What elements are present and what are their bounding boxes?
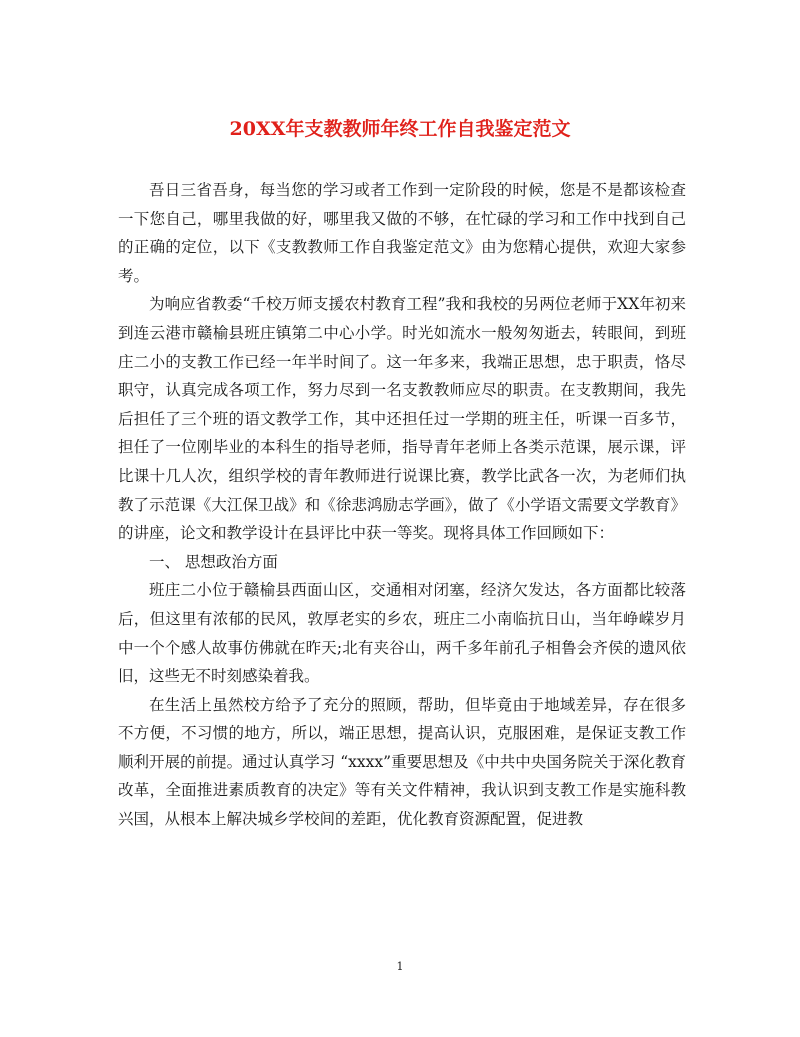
page-title: 20XX年支教教师年终工作自我鉴定范文 (229, 118, 571, 140)
paragraph-intro: 吾日三省吾身，每当您的学习或者工作到一定阶段的时候，您是不是都该检查一下您自己，哪里我做的好，哪里我又做的不够，在忙碌的学习和工作中找到自己的正确的定位，以下《支教教师工作自我鉴定范文》由为您精心提供，欢迎大家参考。 (118, 181, 686, 285)
paragraph-life: 在生活上虽然校方给予了充分的照顾，帮助，但毕竟由于地域差异，存在很多不方便，不习惯的地方，所以，端正思想，提高认识，克服困难，是保证支教工作顺利开展的前提。通过认真学习 “xxxx”重要思想及《中共中央国务院关于深化教育改革，全面推进素质教育的决定》等有关文件精神，我认识到支教工作是实施科教兴国，从根本上解决城乡学校间的差距，优化教育资源配置，促进教 (118, 695, 686, 829)
section-heading: 一、 思想政治方面 (149, 552, 278, 571)
page-number: 1 (396, 960, 404, 973)
paragraph-overview: 为响应省教委“千校万师支援农村教育工程”我和我校的另两位老师于XX年初来到连云港市赣榆县班庄镇第二中心小学。时光如流水一般匆匆逝去，转眼间，到班庄二小的支教工作已经一年半时间了。这一年多来，我端正思想，忠于职责，恪尽职守，认真完成各项工作，努力尽到一名支教教师应尽的职责。在支教期间，我先后担任了三个班的语文教学工作，其中还担任过一学期的班主任，听课一百多节，担任了一位刚毕业的本科生的指导老师，指导青年老师上各类示范课，展示课，评比课十几人次，组织学校的青年教师进行说课比赛，教学比武各一次，为老师们执教了示范课《大江保卫战》和《徐悲鸿励志学画》，做了《小学语文需要文学教育》的讲座，论文和教学设计在县评比中获一等奖。现将具体工作回顾如下： (118, 295, 686, 543)
document-body (118, 176, 686, 834)
paragraph-location: 班庄二小位于赣榆县西面山区，交通相对闭塞，经济欠发达，各方面都比较落后，但这里有浓郁的民风，敦厚老实的乡农，班庄二小南临抗日山，当年峥嵘岁月中一个个感人故事仿佛就在昨天;北有夹谷山，两千多年前孔子相鲁会齐侯的遗风依旧，这些无不时刻感染着我。 (118, 581, 686, 686)
